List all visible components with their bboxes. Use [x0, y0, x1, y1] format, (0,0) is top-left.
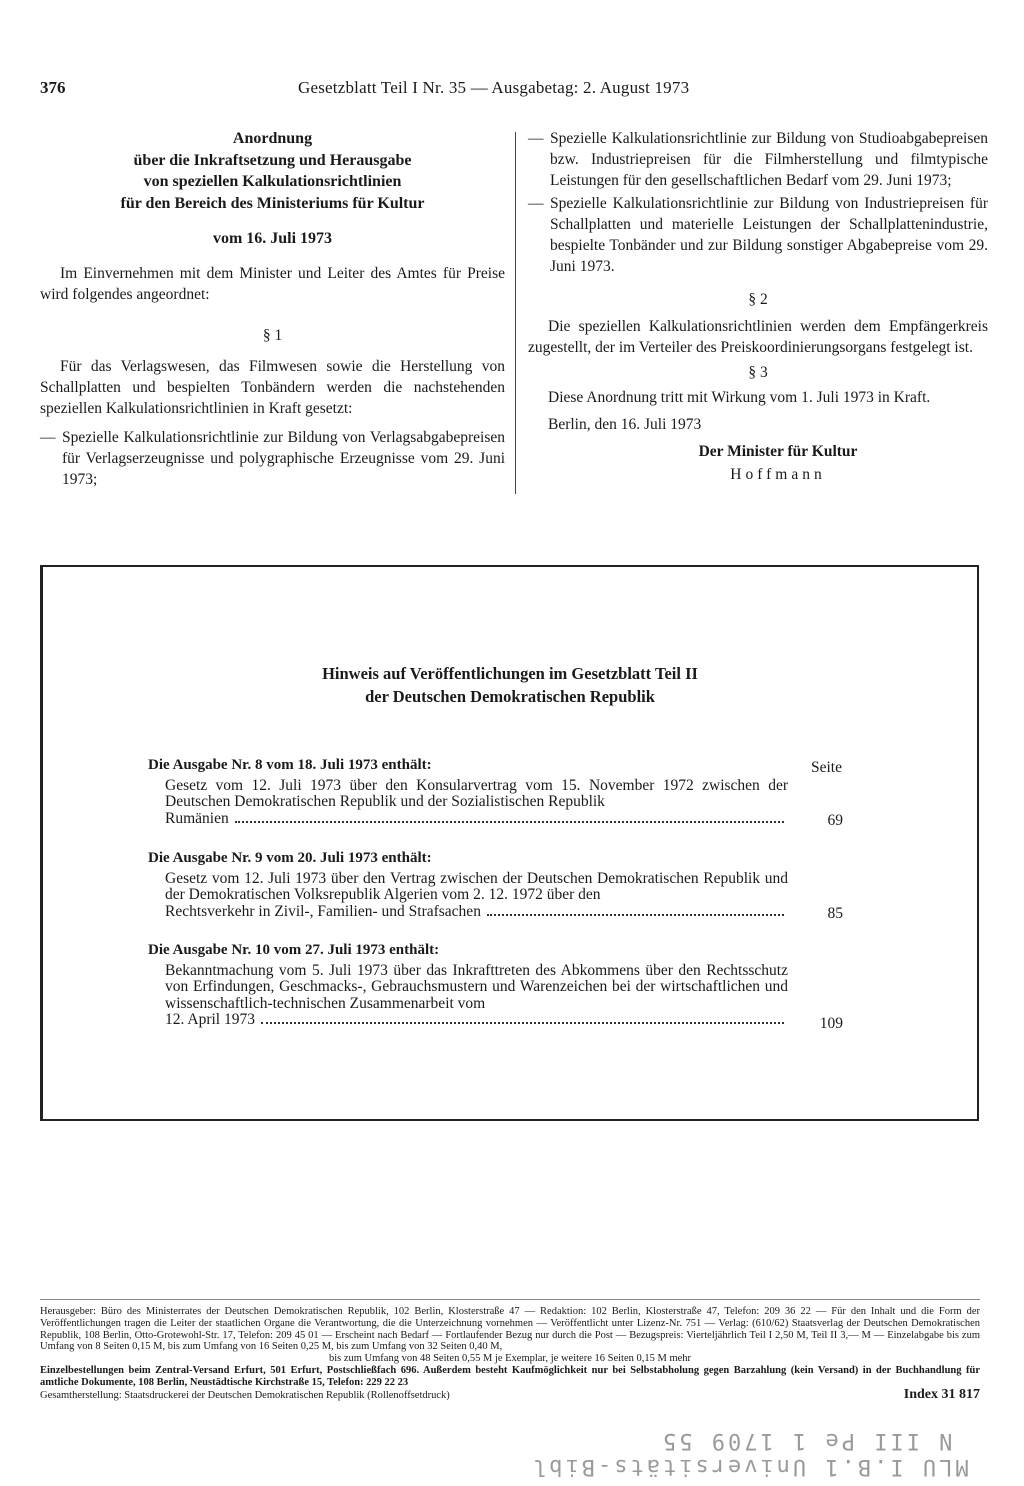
- section-3-text: Diese Anordnung tritt mit Wirkung vom 1. Juli 1973 in Kraft.: [548, 389, 931, 406]
- running-head: Gesetzblatt Teil I Nr. 35 — Ausgabetag: 2. August 1973: [298, 78, 690, 97]
- issue-entry: [148, 942, 788, 1029]
- imprint-publisher: Herausgeber: Büro des Ministerrates der Deutschen Demokratischen Republik, 102 Berlin, Klosterstraße 47 — Redaktion: 102 Berlin, Klosterstraße 47, Telefon: 209 36 22 — Für den Inhalt und die Form der Veröffentlichungen tragen die Leiter der staatlichen Organe die Verantwortung, die die Unterzeichnung vornehmen — Veröffentlicht unter Lizenz-Nr. 751 — Verlag: (610/62) Staatsverlag der Deutschen Demokratischen Republik, 108 Berlin, Otto-Grotewohl-Str. 17, Telefon: 209 45 01 — Erscheint nach Bedarf — Fortlaufender Bezug nur durch die Post — Bezugspreis: Vierteljährlich Teil I 2,50 M, Teil II 3,— M — Einzelabgabe bis zum Umfang von 8 Seiten 0,15 M, bis zum Umfang von 16 Seiten 0,25 M, bis zum Umfang von 32 Seiten 0,40 M,: [40, 1306, 980, 1353]
- title-line: Anordnung: [232, 130, 313, 147]
- page-number: 376: [40, 78, 66, 97]
- section-2-text: Die speziellen Kalkulationsrichtlinien werden dem Empfängerkreis zugestellt, der im Verteiler des Preiskoordinierungsorgans festgelegt ist.: [528, 318, 988, 356]
- signatory-name: Hoffmann: [730, 466, 826, 483]
- column-divider: [515, 132, 516, 494]
- list-item-text: Spezielle Kalkulationsrichtlinie zur Bildung von Verlagsabgabepreisen für Verlagserzeugnisse und polygraphische Erzeugnisse vom 29. Juni 1973;: [62, 429, 505, 488]
- issue-page-number: 69: [827, 812, 843, 829]
- issue-last-line: [165, 904, 788, 921]
- section-1-mark: § 1: [262, 327, 283, 344]
- list-item-text: Spezielle Kalkulationsrichtlinie zur Bildung von Industriepreisen für Schallplatten und materielle Leistungen der Schallplattenindustrie, bespielte Tonbänder und zur Bildung sonstiger Abgabepreise vom 29. Juni 1973.: [550, 195, 988, 275]
- issue-heading: Die Ausgabe Nr. 8 vom 18. Juli 1973 enthält:: [148, 757, 432, 773]
- title-line: von speziellen Kalkulationsrichtlinien: [143, 173, 402, 190]
- issue-body: [165, 963, 788, 1029]
- leader-dots: [487, 914, 784, 916]
- title-line: für den Bereich des Ministeriums für Kultur: [120, 194, 425, 212]
- imprint-orders: Einzelbestellungen beim Zentral-Versand Erfurt, 501 Erfurt, Postschließfach 696. Außerdem besteht Kaufmöglichkeit nur bei Selbstabholung gegen Barzahlung (kein Versand) in der Buchhandlung für amtliche Dokumente, 108 Berlin, Neustädtische Kirchstraße 15, Telefon: 229 22 23: [40, 1364, 980, 1388]
- notice-title-line: Hinweis auf Veröffentlichungen im Gesetzblatt Teil II: [322, 664, 698, 683]
- issue-heading: Die Ausgabe Nr. 10 vom 27. Juli 1973 enthält:: [148, 942, 440, 958]
- section-2-mark: § 2: [748, 291, 768, 308]
- issue-page-number: 85: [827, 905, 843, 922]
- ordinance-right-column: [528, 128, 988, 485]
- imprint-prices: bis zum Umfang von 48 Seiten 0,55 M je Exemplar, je weitere 16 Seiten 0,15 M mehr: [328, 1353, 692, 1365]
- issue-body: [165, 778, 788, 828]
- imprint-rule: [40, 1299, 980, 1300]
- list-item-text: Spezielle Kalkulationsrichtlinie zur Bildung von Studioabgabepreisen bzw. Industriepreisen für die Filmherstellung und filmtypische Leistungen für den gesellschaftlichen Bedarf vom 29. Juni 1973;: [550, 130, 988, 189]
- issue-text: Gesetz vom 12. Juli 1973 über den Konsularvertrag vom 15. November 1972 zwischen der Deutschen Demokratischen Republik und der Sozialistischen Republik: [165, 776, 788, 810]
- issue-entry: [148, 850, 788, 920]
- intro-paragraph: Im Einvernehmen mit dem Minister und Leiter des Amtes für Preise wird folgendes angeordnet:: [40, 265, 505, 303]
- notice-box: [40, 565, 979, 1121]
- issue-page-number: 109: [819, 1015, 843, 1032]
- ordinance-date: vom 16. Juli 1973: [212, 230, 333, 247]
- ordinance-title: [40, 128, 505, 214]
- issue-last-line: [165, 811, 788, 828]
- issue-text-end: 12. April 1973: [165, 1011, 255, 1028]
- section-3-mark: § 3: [748, 364, 768, 381]
- dash-bullet: —: [528, 195, 544, 212]
- dash-bullet: —: [40, 429, 56, 446]
- issue-text: Gesetz vom 12. Juli 1973 über den Vertrag zwischen der Deutschen Demokratischen Republik und der Demokratischen Volksrepublik Algerien vom 2. 12. 1972 über den: [165, 869, 788, 903]
- leader-dots: [261, 1022, 784, 1024]
- notice-title: [43, 662, 977, 708]
- issue-last-line: [165, 1012, 788, 1029]
- page-column-label: Seite: [811, 759, 842, 776]
- library-stamp: N III Pe 1 1709 55: [660, 1428, 953, 1453]
- issue-body: [165, 871, 788, 921]
- dash-bullet: —: [528, 130, 544, 147]
- imprint-printer: Gesamtherstellung: Staatsdruckerei der Deutschen Demokratischen Republik (Rollenoffsetdruck): [40, 1389, 450, 1401]
- issue-text: Bekanntmachung vom 5. Juli 1973 über das Inkrafttreten des Abkommens über den Rechtsschutz von Erfindungen, Geschmacks-, Gebrauchsmustern und Warenzeichen bei der wirtschaftlichen und wissenschaftlich-technischen Zusammenarbeit vom: [165, 961, 788, 1012]
- imprint-footer-row: [40, 1386, 980, 1402]
- issue-entry: [148, 757, 788, 827]
- section-1-text: Für das Verlagswesen, das Filmwesen sowie die Herstellung von Schallplatten und bespielten Tonbändern werden die nachstehenden speziellen Kalkulationsrichtlinien in Kraft gesetzt:: [40, 358, 505, 417]
- list-item: [40, 427, 505, 490]
- signatory-title: Der Minister für Kultur: [698, 443, 858, 460]
- leader-dots: [235, 821, 784, 823]
- issue-text-end: Rumänien: [165, 809, 229, 827]
- place-date: Berlin, den 16. Juli 1973: [548, 416, 702, 433]
- index-number: Index 31 817: [903, 1386, 980, 1402]
- list-item: [528, 128, 988, 191]
- list-item: [528, 193, 988, 277]
- issue-text-end: Rechtsverkehr in Zivil-, Familien- und Strafsachen: [165, 902, 481, 920]
- issue-heading: Die Ausgabe Nr. 9 vom 20. Juli 1973 enthält:: [148, 850, 432, 866]
- notice-title-line: der Deutschen Demokratischen Republik: [365, 687, 655, 706]
- imprint: [40, 1306, 980, 1401]
- title-line: über die Inkraftsetzung und Herausgabe: [133, 151, 412, 169]
- library-stamp: MLU I.B.1 Universitäts-Bibl: [530, 1454, 969, 1479]
- ordinance-left-column: [40, 128, 505, 490]
